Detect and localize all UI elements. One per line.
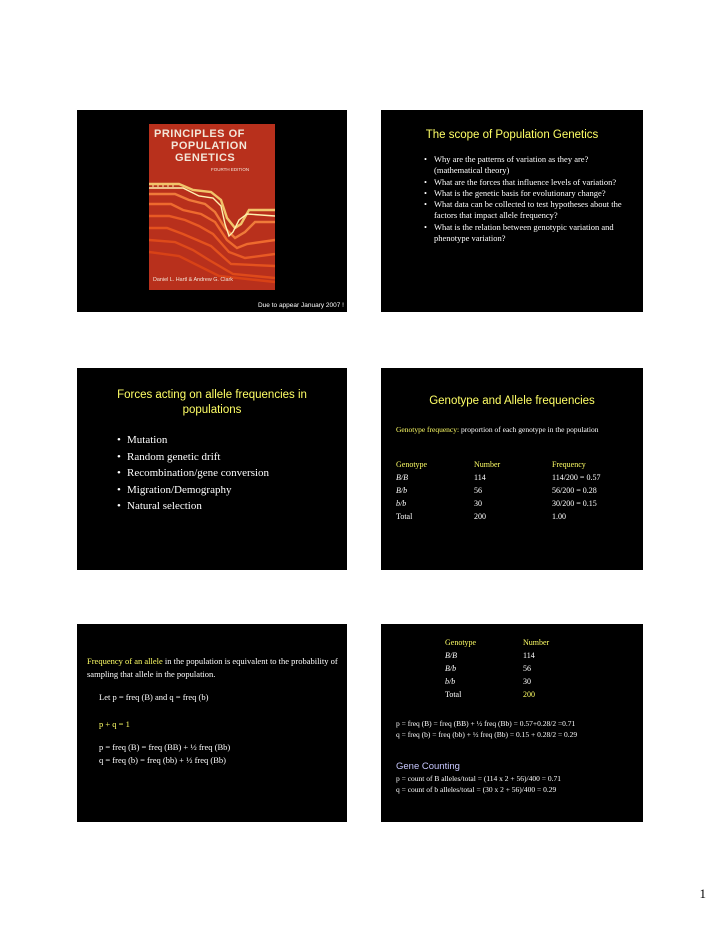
slide-3-title: Forces acting on allele frequencies in populations — [117, 389, 307, 416]
forces-bullet-list — [117, 432, 337, 515]
header-genotype: Genotype — [396, 460, 428, 469]
gene-counting-subtitle: Gene Counting — [396, 761, 460, 772]
cell-genotype: Total — [445, 690, 462, 699]
book-edition: FOURTH EDITION — [211, 167, 250, 172]
definition-term: Genotype frequency: — [396, 425, 460, 434]
genotype-number-table — [445, 638, 573, 703]
forces-bullet: • Mutation — [117, 432, 337, 449]
table-row — [445, 677, 573, 690]
cell-genotype: B/B — [445, 651, 457, 660]
slide-2-scope — [381, 110, 643, 312]
book-title-line1: PRINCIPLES OF — [154, 128, 245, 140]
scope-bullet: • What data can be collected to test hypotheses about the factors that impact allele frequency? — [424, 199, 629, 222]
p-count-equation: p = count of B alleles/total = (114 x 2 + 56)/400 = 0.71 — [396, 774, 561, 783]
book-cover — [149, 124, 275, 290]
page-number: 1 — [699, 886, 706, 901]
forces-bullet: • Recombination/gene conversion — [117, 465, 337, 482]
forces-bullet: • Random genetic drift — [117, 449, 337, 466]
p-frequency-equation: p = freq (B) = freq (BB) + ½ freq (Bb) = 0.57+0.28/2 =0.71 — [396, 719, 576, 728]
cell-number: 114 — [523, 651, 535, 660]
forces-bullet: • Natural selection — [117, 498, 337, 515]
table-row — [445, 651, 573, 664]
table-header-row — [396, 460, 632, 473]
slide-1-caption: Due to appear January 2007 ! — [257, 302, 344, 309]
table-row — [445, 690, 573, 703]
slide-1-book-cover — [77, 110, 347, 312]
scope-bullet: • Why are the patterns of variation as they are? (mathematical theory) — [424, 154, 629, 177]
cell-frequency: 56/200 = 0.28 — [552, 486, 597, 495]
genotype-frequency-definition — [396, 425, 631, 435]
cell-frequency: 1.00 — [552, 512, 566, 521]
header-frequency: Frequency — [552, 460, 586, 469]
genotype-table — [396, 460, 632, 525]
cell-number: 56 — [474, 486, 482, 495]
book-authors: Daniel L. Hartl & Andrew G. Clark — [153, 277, 233, 283]
cell-frequency: 114/200 = 0.57 — [552, 473, 601, 482]
table-row — [445, 664, 573, 677]
slide-3-forces — [77, 368, 347, 570]
cell-genotype: b/b — [396, 499, 407, 508]
book-title-line2: POPULATION — [171, 140, 248, 152]
slide-5-allele-frequency — [77, 624, 347, 822]
table-row — [396, 486, 632, 499]
header-genotype: Genotype — [445, 638, 477, 647]
cell-frequency: 30/200 = 0.15 — [552, 499, 597, 508]
cell-genotype: Total — [396, 512, 413, 521]
q-equation: q = freq (b) = freq (bb) + ½ freq (Bb) — [99, 755, 226, 765]
scope-bullet: • What are the forces that influence levels of variation? — [424, 177, 629, 188]
scope-bullet: • What is the relation between genotypic variation and phenotype variation? — [424, 222, 629, 245]
header-number: Number — [523, 638, 550, 647]
cell-genotype: b/b — [445, 677, 456, 686]
slide-6-gene-counting — [381, 624, 643, 822]
let-p-q-line: Let p = freq (B) and q = freq (b) — [99, 692, 209, 702]
cell-number: 200 — [523, 690, 535, 699]
definition-text: proportion of each genotype in the population — [460, 425, 599, 434]
book-title-line3: GENETICS — [175, 152, 236, 164]
forces-bullet: • Migration/Demography — [117, 482, 337, 499]
table-row — [396, 499, 632, 512]
cell-number: 114 — [474, 473, 486, 482]
table-row — [396, 512, 632, 525]
q-frequency-equation: q = freq (b) = freq (bb) + ½ freq (Bb) = 0.15 + 0.28/2 = 0.29 — [396, 730, 578, 739]
q-count-equation: q = count of b alleles/total = (30 x 2 + 56)/400 = 0.29 — [396, 785, 557, 794]
definition-text: in the population is equivalent to the probability of sampling that allele in the population. — [87, 656, 338, 679]
slide-4-genotype-frequencies — [381, 368, 643, 570]
cell-number: 30 — [474, 499, 482, 508]
p-equation: p = freq (B) = freq (BB) + ½ freq (Bb) — [99, 742, 231, 752]
table-row — [396, 473, 632, 486]
cell-number: 56 — [523, 664, 531, 673]
cell-number: 30 — [523, 677, 531, 686]
cell-number: 200 — [474, 512, 486, 521]
slide-2-title: The scope of Population Genetics — [425, 129, 599, 141]
header-number: Number — [474, 460, 501, 469]
table-header-row — [445, 638, 573, 651]
cell-genotype: B/b — [396, 486, 408, 495]
cell-genotype: B/B — [396, 473, 408, 482]
sum-equation: p + q = 1 — [99, 719, 130, 729]
allele-frequency-definition — [87, 655, 342, 681]
scope-bullet-list — [424, 154, 629, 244]
book-cover-artwork — [149, 174, 275, 284]
definition-term: Frequency of an allele — [87, 656, 163, 666]
scope-bullet: • What is the genetic basis for evolutionary change? — [424, 188, 629, 199]
slide-4-title: Genotype and Allele frequencies — [429, 395, 595, 407]
cell-genotype: B/b — [445, 664, 457, 673]
